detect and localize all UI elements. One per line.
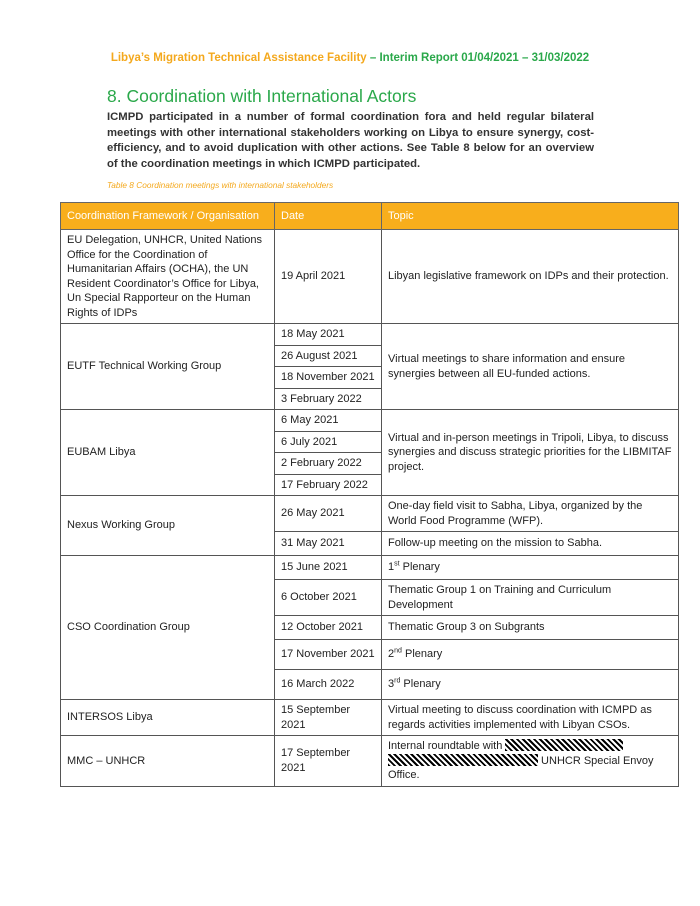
org-cell: Nexus Working Group: [61, 496, 275, 556]
header-cell-topic: Topic: [382, 203, 679, 230]
coordination-table: [60, 202, 679, 787]
org-cell: EUTF Technical Working Group: [61, 324, 275, 410]
date-cell: 19 April 2021: [275, 230, 382, 324]
header-cell-organisation: Coordination Framework / Organisation: [61, 203, 275, 230]
table-row: [61, 700, 679, 736]
table-row: [61, 496, 679, 532]
org-cell: CSO Coordination Group: [61, 556, 275, 700]
table-caption: Table 8 Coordination meetings with international stakeholders: [107, 180, 334, 190]
table-row: [61, 556, 679, 580]
ordinal-suffix: nd: [394, 647, 402, 655]
date-cell: 6 July 2021: [275, 431, 382, 453]
ordinal-suffix: rd: [394, 677, 401, 685]
table-row: [61, 736, 679, 787]
org-cell: INTERSOS Libya: [61, 700, 275, 736]
org-cell: EU Delegation, UNHCR, United Nations Office for the Coordination of Humanitarian Affairs (OCHA), the UN Resident Coordinator’s Office for Libya, Un Special Rapporteur on the Human Rights of IDPs: [61, 230, 275, 324]
topic-cell: Follow-up meeting on the mission to Sabha.: [382, 532, 679, 556]
date-cell: 15 June 2021: [275, 556, 382, 580]
date-cell: 31 May 2021: [275, 532, 382, 556]
header-facility: Libya’s Migration Technical Assistance Facility: [110, 52, 367, 64]
date-cell: 17 September 2021: [275, 736, 382, 787]
ordinal-suffix: st: [394, 560, 400, 568]
topic-cell: Virtual meetings to share information and ensure synergies between all EU-funded actions.: [382, 324, 679, 410]
topic-cell: [382, 670, 679, 700]
org-cell: EUBAM Libya: [61, 410, 275, 496]
topic-cell: One-day field visit to Sabha, Libya, organized by the World Food Programme (WFP).: [382, 496, 679, 532]
section-title: 8. Coordination with International Actors: [107, 86, 417, 106]
topic-cell: Virtual meeting to discuss coordination with ICMPD as regards activities implemented with Libyan CSOs.: [382, 700, 679, 736]
topic-text: Plenary: [401, 648, 443, 661]
table-row: [61, 410, 679, 432]
org-cell: MMC – UNHCR: [61, 736, 275, 787]
table-row: [61, 230, 679, 324]
running-header: [0, 52, 700, 64]
date-cell: 18 May 2021: [275, 324, 382, 346]
redaction-block: [388, 754, 538, 766]
table-header-row: [61, 203, 679, 230]
header-report: – Interim Report 01/04/2021 – 31/03/2022: [366, 52, 590, 64]
topic-text: Plenary: [400, 678, 441, 691]
ordinal-number: 1: [388, 561, 395, 574]
topic-text: Internal roundtable with: [388, 740, 506, 752]
date-cell: 26 August 2021: [275, 345, 382, 367]
topic-text: UNHCR Special Envoy Office.: [388, 754, 654, 781]
date-cell: 12 October 2021: [275, 616, 382, 640]
ordinal-number: 2: [388, 648, 395, 661]
intro-paragraph: ICMPD participated in a number of formal coordination fora and held regular bilateral meetings with other international stakeholders working on Libya to ensure synergy, cost-efficiency, and to avoid duplication with other actions. See Table 8 below for an overview of the coordination meetings in which ICMPD participated.: [107, 111, 594, 170]
topic-cell: Libyan legislative framework on IDPs and their protection.: [382, 230, 679, 324]
topic-cell: [382, 640, 679, 670]
date-cell: 17 February 2022: [275, 474, 382, 496]
topic-cell: [382, 736, 679, 787]
topic-text: Plenary: [399, 561, 440, 574]
topic-cell: Virtual and in-person meetings in Tripoli, Libya, to discuss synergies and discuss strategic priorities for the LIBMITAF project.: [382, 410, 679, 496]
date-cell: 15 September 2021: [275, 700, 382, 736]
topic-cell: [382, 556, 679, 580]
date-cell: 17 November 2021: [275, 640, 382, 670]
topic-cell: Thematic Group 3 on Subgrants: [382, 616, 679, 640]
date-cell: 18 November 2021: [275, 367, 382, 389]
table-row: [61, 324, 679, 346]
ordinal-number: 3: [388, 678, 395, 691]
topic-cell: Thematic Group 1 on Training and Curriculum Development: [382, 580, 679, 616]
date-cell: 6 October 2021: [275, 580, 382, 616]
date-cell: 26 May 2021: [275, 496, 382, 532]
date-cell: 3 February 2022: [275, 388, 382, 410]
redaction-block: [505, 739, 623, 751]
header-cell-date: Date: [275, 203, 382, 230]
date-cell: 6 May 2021: [275, 410, 382, 432]
date-cell: 16 March 2022: [275, 670, 382, 700]
date-cell: 2 February 2022: [275, 453, 382, 475]
